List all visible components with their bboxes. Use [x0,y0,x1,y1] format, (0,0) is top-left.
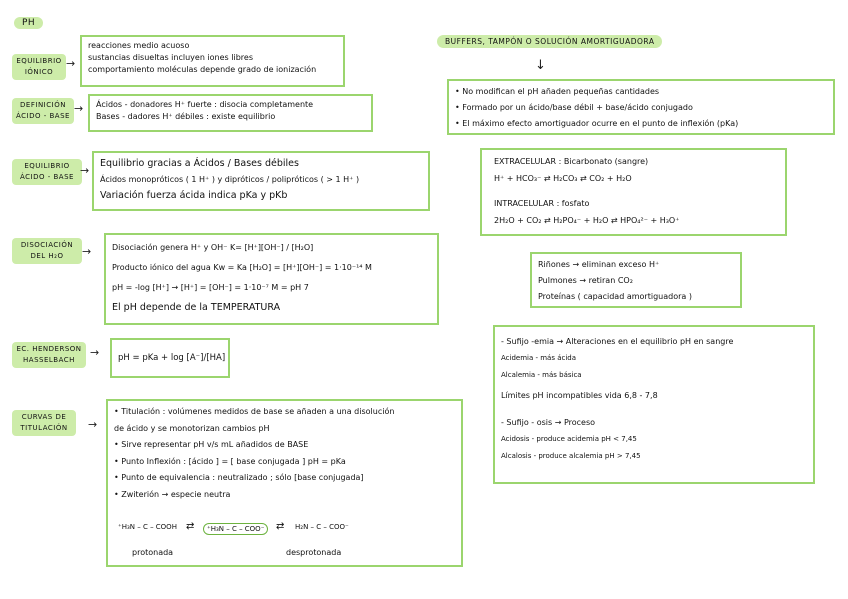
box-equilibrio-acido-base [92,151,430,211]
label-protonada: protonada [132,548,174,557]
henderson-formula: pH = pKa + log [A⁻]/[HA] [118,353,226,363]
molecule-desprotonada: H₂N – C – COO⁻ [295,523,349,531]
box-sufijos [493,325,815,484]
text-line: EXTRACELULAR : Bicarbonato (sangre) [494,157,649,166]
arrow-icon: → [88,418,98,431]
page-title: PH [14,17,43,29]
text-line: El pH depende de la TEMPERATURA [112,302,281,313]
label-desprotonada: desprotonada [286,548,342,557]
molecule-protonada: ⁺H₃N – C – COOH [118,523,177,531]
arrow-icon: → [82,245,92,258]
text-line: • El máximo efecto amortiguador ocurre en el punto de inflexión (pKa) [455,119,739,128]
text-line: • Punto Inflexión : [ácido ] = [ base conjugada ] pH = pKa [114,456,346,466]
label-line: DEL H₂O [30,252,64,260]
label-curvas [12,410,76,436]
text-line: • Zwiterión → especie neutra [114,489,231,499]
text-line: reacciones medio acuoso [88,41,190,50]
label-definicion [12,98,74,124]
text-line: Equilibrio gracias a Ácidos / Bases débiles [100,158,299,169]
label-line: DISOCIACIÓN [20,241,74,249]
text-line: sustancias disueltas incluyen iones libres [88,53,253,62]
box-disociacion [104,233,439,325]
label-line: DEFINICIÓN [20,101,66,109]
molecule-zwitterion: ⁺H₃N – C – COO⁻ [203,523,268,535]
text-line: 2H₂O + CO₂ ⇄ H₂PO₄⁻ + H₂O ⇄ HPO₄²⁻ + H₃O⁺ [494,216,680,225]
label-equilibrio-ionico [12,54,66,80]
label-line: IÓNICO [24,68,54,76]
arrow-icon: → [66,57,76,70]
text-line: - Sufijo - osis → Proceso [501,418,596,427]
equilibrium-arrow-icon: ⇄ [186,521,195,532]
text-line: Pulmones → retiran CO₂ [538,276,633,285]
text-line: Límites pH incompatibles vida 6,8 - 7,8 [501,391,658,400]
text-line: Acidosis - produce acidemia pH < 7,45 [501,435,637,443]
label-disociacion [12,238,82,264]
label-henderson [12,342,86,368]
box-extracelular [480,148,787,236]
text-line: • Formado por un ácido/base débil + base/ácido conjugado [455,103,693,112]
label-line: HASSELBACH [23,356,75,364]
text-line: - Sufijo -emia → Alteraciones en el equilibrio pH en sangre [501,337,734,346]
text-line: de ácido y se monotorizan cambios pH [114,423,270,433]
down-arrow-icon: ↓ [535,58,546,73]
label-line: CURVAS DE [21,413,67,421]
text-line: Ácidos monopróticos ( 1 H⁺ ) y dipróticos / polipróticos ( > 1 H⁺ ) [100,175,360,184]
text-line: Alcalemia - más básica [501,371,582,379]
text-line: Disociación genera H⁺ y OH⁻ K= [H⁺][OH⁻] / [H₂O] [112,243,314,252]
text-line: Bases - dadores H⁺ débiles : existe equilibrio [96,112,276,121]
buffers-title: BUFFERS, TAMPÓN O SOLUCIÓN AMORTIGUADORA [437,35,662,48]
text-line: • No modifican el pH añaden pequeñas cantidades [455,87,660,96]
text-line: H⁺ + HCO₃⁻ ⇄ H₂CO₃ ⇄ CO₂ + H₂O [494,174,632,183]
text-line: • Sirve representar pH v/s mL añadidos de BASE [114,440,309,449]
text-line: INTRACELULAR : fosfato [494,199,590,208]
text-line: • Titulación : volúmenes medidos de base se añaden a una disolución [114,407,395,416]
box-organos [530,252,742,308]
equilibrium-arrow-icon: ⇄ [276,521,285,532]
label-line: ÁCIDO - BASE [16,112,70,120]
label-line: TITULACIÓN [20,424,68,432]
label-line: ÁCIDO - BASE [20,173,74,181]
text-line: Riñones → eliminan exceso H⁺ [538,260,660,269]
arrow-icon: → [74,102,84,115]
text-line: Alcalosis - produce alcalemia pH > 7,45 [501,452,641,460]
box-equilibrio-ionico [80,35,345,87]
text-line: • Punto de equivalencia : neutralizado ; sólo [base conjugada] [114,473,364,482]
arrow-icon: → [80,164,90,177]
label-line: EQUILIBRIO [24,162,70,170]
box-definicion [88,94,373,132]
text-line: pH = -log [H⁺] → [H⁺] = [OH⁻] = 1·10⁻⁷ M = pH 7 [112,283,309,292]
arrow-icon: → [90,346,100,359]
text-line: Acidemia - más ácida [501,354,577,362]
box-buffers [447,79,835,135]
box-curvas [106,399,463,567]
label-line: EQUILIBRIO [16,57,62,65]
box-henderson [110,338,230,378]
text-line: Proteínas ( capacidad amortiguadora ) [538,292,692,301]
label-line: EC. HENDERSON [16,345,82,353]
text-line: comportamiento moléculas depende grado de ionización [88,65,317,74]
text-line: Variación fuerza ácida indica pKa y pKb [100,190,288,201]
text-line: Ácidos - donadores H⁺ fuerte : disocia completamente [96,100,314,109]
label-equilibrio-acido-base [12,159,82,185]
text-line: Producto iónico del agua Kw = Ka [H₂O] = [H⁺][OH⁻] = 1·10⁻¹⁴ M [112,263,372,272]
